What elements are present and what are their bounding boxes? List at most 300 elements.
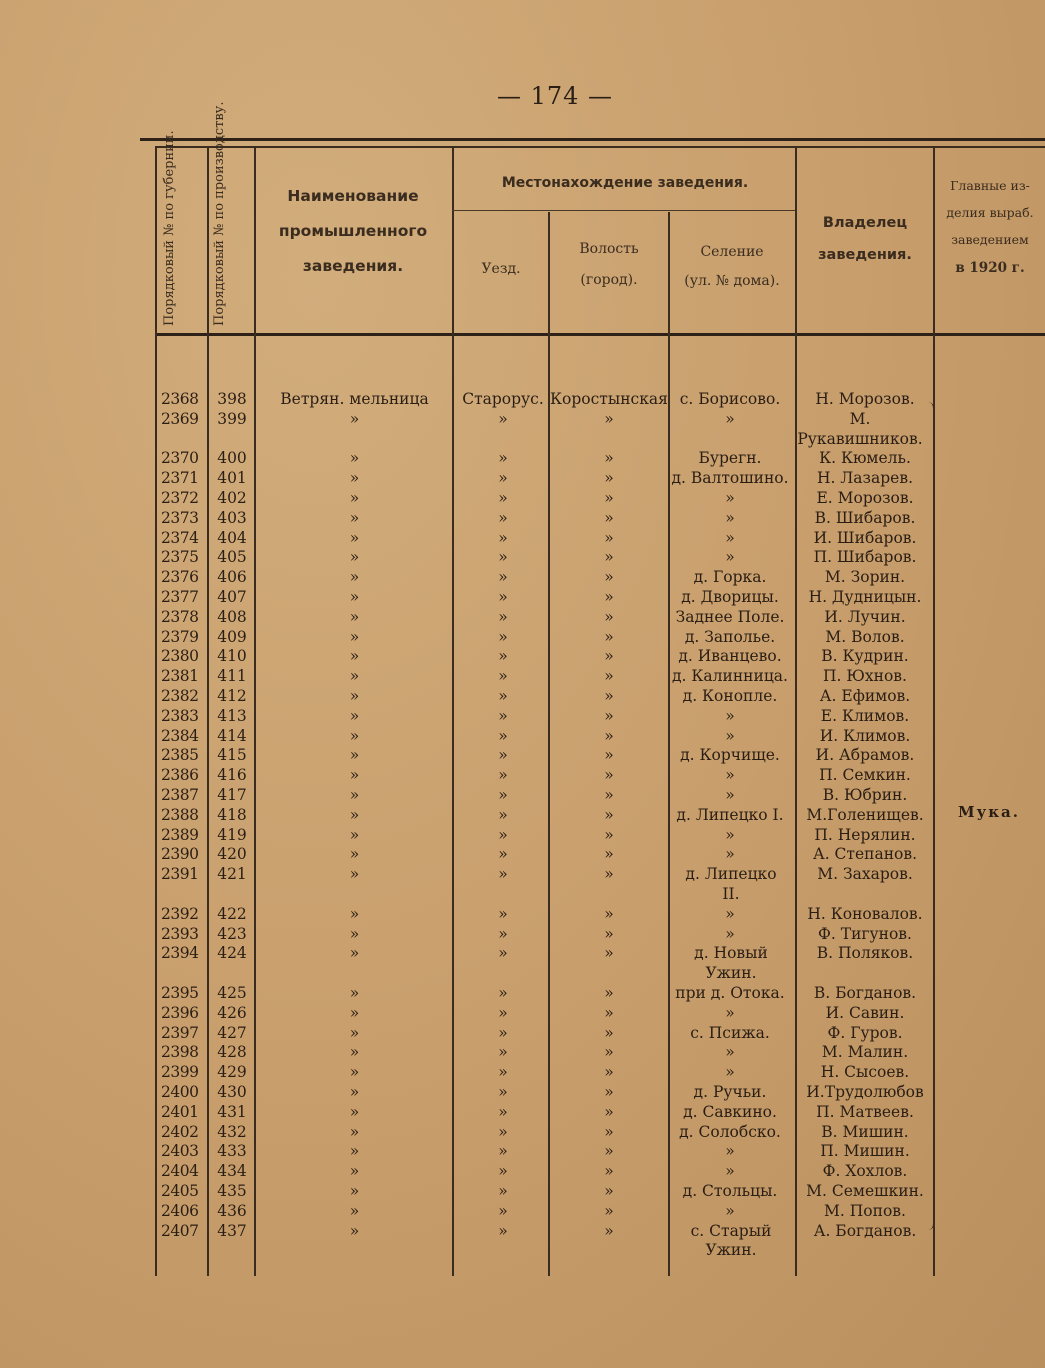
cell-uezd: » — [498, 766, 508, 785]
cell-name: » — [349, 1162, 360, 1181]
header-products-line: делия выраб. — [946, 204, 1034, 220]
cell-selo: Заднее Поле. — [675, 607, 785, 626]
cell-owner: П. Мишин. — [820, 1142, 910, 1161]
cell-name: » — [349, 528, 360, 547]
cell-name: » — [349, 904, 360, 923]
header-volost-line: Волость — [579, 241, 639, 257]
cell-owner: М. Волов. — [825, 627, 905, 646]
cell-name: » — [349, 865, 360, 884]
cell-volost: » — [604, 469, 614, 488]
cell-owner: М. Малин. — [821, 1043, 909, 1062]
cell-uezd: » — [498, 1003, 508, 1022]
col-line-3 — [452, 146, 454, 1276]
cell-uezd: » — [498, 904, 508, 923]
cell-owner: М. Зорин. — [824, 568, 906, 587]
cell-volost: » — [604, 786, 614, 804]
cell-uezd: » — [498, 508, 508, 527]
cell-selo: » — [725, 845, 735, 864]
cell-name: » — [349, 825, 360, 844]
cell-n1: 2405 — [161, 1182, 199, 1200]
cell-n2: 420 — [217, 845, 247, 864]
cell-n1: 2401 — [161, 1102, 199, 1121]
header-uezd: Уезд. — [481, 261, 521, 277]
cell-n2: 424 — [217, 944, 247, 963]
cell-n2: 427 — [217, 1023, 247, 1042]
header-selo — [670, 243, 794, 291]
cell-uezd: » — [498, 1023, 508, 1042]
cell-volost: » — [604, 1142, 614, 1161]
cell-volost: » — [604, 825, 614, 844]
cell-n1: 2375 — [161, 548, 199, 567]
cell-selo: » — [725, 528, 735, 547]
cell-owner: Н. Дудницын. — [808, 588, 922, 606]
cell-uezd: » — [498, 805, 508, 824]
cell-name: » — [349, 409, 360, 428]
cell-n2: 421 — [217, 865, 247, 884]
cell-selo: » — [725, 1063, 735, 1082]
cell-uezd: » — [498, 825, 508, 844]
cell-selo: » — [725, 548, 735, 567]
cell-uezd: » — [498, 726, 508, 745]
cell-name: » — [349, 766, 360, 785]
cell-selo: д. Дворицы. — [681, 588, 779, 606]
cell-name: » — [349, 845, 360, 864]
cell-owner: П. Нерялин. — [814, 825, 916, 844]
cell-uezd: » — [498, 1102, 508, 1121]
cell-name: » — [349, 1122, 360, 1141]
cell-volost: » — [604, 924, 614, 943]
cell-n2: 401 — [217, 469, 247, 488]
cell-owner: Ф. Хохлов. — [822, 1162, 908, 1181]
cell-owner: М. Семешкин. — [806, 1182, 924, 1200]
cell-volost: » — [604, 1063, 614, 1082]
cell-owner: Н. Сысоев. — [820, 1063, 910, 1082]
header-name-line: промышленного — [278, 221, 428, 240]
cell-n2: 412 — [217, 687, 247, 705]
cell-owner: М. Попов. — [824, 1201, 906, 1220]
cell-n2: 403 — [217, 508, 247, 527]
cell-volost: » — [604, 1003, 614, 1022]
cell-name: » — [349, 687, 360, 705]
header-products-line: Главные из- — [950, 178, 1030, 193]
cell-uezd: » — [498, 1142, 508, 1161]
cell-n2: 405 — [217, 548, 247, 567]
cell-uezd: » — [498, 746, 508, 765]
cell-owner: В. Поляков. — [816, 944, 914, 963]
cell-volost: » — [604, 548, 614, 567]
cell-n1: 2384 — [161, 726, 199, 745]
cell-n1: 2370 — [161, 449, 199, 468]
cell-volost: » — [604, 904, 614, 923]
cell-selo: с. Псижа. — [690, 1023, 770, 1042]
cell-owner: И. Абрамов. — [815, 746, 915, 765]
col-line-left — [155, 146, 157, 1276]
cell-name: » — [349, 489, 360, 507]
cell-n2: 407 — [217, 588, 247, 606]
cell-owner: П. Семкин. — [819, 766, 911, 785]
cell-n1: 2392 — [161, 904, 199, 923]
cell-n1: 2387 — [161, 786, 199, 804]
cell-name: » — [349, 805, 360, 824]
cell-n1: 2403 — [161, 1142, 199, 1161]
cell-selo: д. Солобско. — [679, 1122, 781, 1141]
cell-uezd: » — [498, 706, 508, 725]
cell-selo: д. Савкино. — [683, 1102, 777, 1121]
cell-volost: » — [604, 726, 614, 745]
cell-n2: 432 — [217, 1122, 247, 1141]
top-rule — [140, 138, 1045, 141]
cell-owner: Н. Коновалов. — [807, 904, 923, 923]
cell-name: » — [349, 1043, 360, 1062]
cell-n1: 2393 — [161, 924, 199, 943]
cell-uezd: » — [498, 548, 508, 567]
cell-n1: 2406 — [161, 1201, 199, 1220]
cell-volost: » — [604, 508, 614, 527]
cell-n1: 2400 — [161, 1083, 199, 1101]
cell-volost: » — [604, 1162, 614, 1181]
cell-selo: » — [725, 1043, 735, 1062]
header-location: Местонахождение заведения. — [501, 175, 749, 191]
cell-n1: 2388 — [161, 805, 199, 824]
cell-selo: д. Горка. — [693, 568, 767, 587]
cell-owner: Е. Климов. — [820, 706, 910, 725]
col-line-1 — [207, 146, 209, 1276]
cell-n2: 411 — [217, 667, 247, 686]
cell-n2: 419 — [217, 825, 247, 844]
cell-n2: 425 — [217, 984, 247, 1002]
cell-uezd: » — [498, 924, 508, 943]
cell-owner: В. Кудрин. — [821, 647, 909, 666]
cell-name: » — [349, 1201, 360, 1220]
cell-owner: П. Юхнов. — [823, 667, 907, 686]
cell-owner: М. Захаров. — [817, 865, 913, 884]
cell-owner: А. Богданов. — [813, 1221, 917, 1240]
cell-uezd: » — [498, 786, 508, 804]
cell-uezd: » — [498, 627, 508, 646]
cell-n2: 408 — [217, 607, 247, 626]
cell-uezd: » — [498, 528, 508, 547]
cell-n1: 2369 — [161, 409, 199, 428]
cell-name: » — [349, 1102, 360, 1121]
cell-volost: » — [604, 1083, 614, 1101]
cell-selo: » — [725, 1162, 735, 1181]
cell-selo: д. Липецко I. — [676, 805, 784, 824]
cell-n2: 422 — [217, 904, 247, 923]
cell-name: » — [349, 726, 360, 745]
cell-uezd: » — [498, 1162, 508, 1181]
cell-uezd: » — [498, 687, 508, 705]
cell-n2: 418 — [217, 805, 247, 824]
cell-selo: » — [725, 489, 735, 507]
cell-name: » — [349, 568, 360, 587]
cell-selo: » — [725, 726, 735, 745]
cell-owner: А. Степанов. — [812, 845, 918, 864]
header-owner-line: заведения. — [818, 246, 912, 263]
cell-volost: » — [604, 588, 614, 606]
cell-n2: 402 — [217, 489, 247, 507]
cell-n1: 2407 — [161, 1221, 199, 1240]
cell-name: » — [349, 1182, 360, 1200]
cell-volost: » — [604, 627, 614, 646]
cell-name: » — [349, 627, 360, 646]
cell-n2: 416 — [217, 766, 247, 785]
cell-name: » — [349, 449, 360, 468]
cell-n1: 2390 — [161, 845, 199, 864]
cell-volost: » — [604, 865, 614, 884]
cell-n2: 415 — [217, 746, 247, 765]
cell-owner: Н. Лазарев. — [817, 469, 913, 488]
cell-uezd: » — [498, 1063, 508, 1082]
cell-volost: » — [604, 1023, 614, 1042]
cell-n2: 426 — [217, 1003, 247, 1022]
cell-selo: д. Заполье. — [684, 627, 776, 646]
cell-selo: » — [725, 1142, 735, 1161]
header-selo-line: (ул. № дома). — [684, 272, 780, 289]
cell-volost: » — [604, 845, 614, 864]
cell-selo: д. Новый Ужин. — [694, 944, 768, 983]
cell-owner: М.Голенищев. — [806, 805, 924, 824]
cell-n1: 2386 — [161, 766, 199, 785]
header-rule — [155, 333, 1045, 336]
cell-n2: 428 — [217, 1043, 247, 1062]
cell-name: » — [349, 667, 360, 686]
header-name — [258, 186, 448, 277]
cell-volost: » — [604, 687, 614, 705]
header-owner-line: Владелец — [822, 215, 908, 231]
cell-selo: д. Липецко II. — [685, 865, 777, 903]
cell-name: » — [349, 1083, 360, 1101]
cell-name: » — [349, 647, 360, 666]
cell-uezd: » — [498, 667, 508, 686]
cell-volost: » — [604, 706, 614, 725]
cell-owner: Ф. Гуров. — [827, 1023, 903, 1042]
cell-volost: » — [604, 1043, 614, 1062]
cell-uezd: » — [498, 1122, 508, 1141]
cell-n2: 433 — [217, 1142, 247, 1161]
cell-owner: Ф. Тигунов. — [818, 924, 912, 943]
cell-volost: » — [604, 607, 614, 626]
cell-n1: 2380 — [161, 647, 199, 666]
cell-name: » — [349, 944, 360, 963]
cell-n1: 2404 — [161, 1162, 199, 1181]
cell-n1: 2376 — [161, 568, 199, 587]
cell-selo: с. Старый Ужин. — [690, 1221, 772, 1260]
header-products-line: заведением — [951, 231, 1029, 247]
cell-n1: 2394 — [161, 944, 199, 963]
cell-n1: 2379 — [161, 627, 199, 646]
cell-selo: » — [725, 409, 735, 428]
header-col1: Порядковый № по губернии. — [162, 130, 177, 326]
cell-n1: 2383 — [161, 706, 199, 725]
cell-n1: 2374 — [161, 528, 199, 547]
cell-selo: Бурегн. — [698, 449, 762, 468]
cell-volost: » — [604, 1102, 614, 1121]
cell-selo: » — [725, 825, 735, 844]
cell-volost: » — [604, 568, 614, 587]
header-selo-line: Селение — [700, 244, 764, 260]
cell-n2: 417 — [217, 786, 247, 804]
cell-n2: 435 — [217, 1182, 247, 1200]
cell-volost: » — [604, 805, 614, 824]
cell-n1: 2372 — [161, 489, 199, 507]
cell-selo: » — [725, 1201, 735, 1220]
cell-n1: 2397 — [161, 1023, 199, 1042]
product-value: Мука. — [958, 803, 1020, 821]
cell-uezd: » — [498, 607, 508, 626]
header-name-line: Наименование — [287, 187, 419, 205]
cell-selo: при д. Отока. — [675, 984, 785, 1002]
cell-owner: И. Савин. — [825, 1003, 905, 1022]
cell-name: » — [349, 706, 360, 725]
top-rule-thin — [155, 146, 1045, 148]
cell-selo: » — [725, 766, 735, 785]
cell-owner: М. Рукавишников. — [797, 409, 923, 448]
cell-n2: 398 — [217, 390, 247, 408]
cell-n2: 429 — [217, 1063, 247, 1082]
cell-volost: » — [604, 766, 614, 785]
cell-name: » — [349, 984, 360, 1002]
cell-name: » — [349, 1003, 360, 1022]
cell-uezd: » — [498, 469, 508, 488]
cell-uezd: » — [498, 568, 508, 587]
cell-n1: 2381 — [161, 667, 199, 686]
cell-name: » — [349, 746, 360, 765]
cell-uezd: » — [498, 588, 508, 606]
cell-volost: » — [604, 667, 614, 686]
cell-name: » — [349, 469, 360, 488]
cell-selo: д. Конопле. — [682, 687, 778, 705]
cell-volost: » — [604, 944, 614, 963]
cell-volost: » — [604, 1201, 614, 1220]
cell-n1: 2395 — [161, 984, 199, 1002]
products-bracket — [925, 402, 934, 1230]
cell-n1: 2396 — [161, 1003, 199, 1022]
cell-name: » — [349, 1023, 360, 1042]
cell-uezd: » — [498, 845, 508, 864]
cell-owner: В. Шибаров. — [814, 508, 916, 527]
cell-selo: д. Стольцы. — [682, 1182, 778, 1200]
cell-n2: 423 — [217, 924, 247, 943]
cell-n1: 2371 — [161, 469, 199, 488]
header-volost-line: (город). — [580, 271, 638, 288]
cell-volost: » — [604, 746, 614, 765]
cell-owner: Е. Морозов. — [816, 489, 914, 507]
cell-selo: д. Валтошино. — [671, 469, 789, 488]
cell-uezd: » — [498, 449, 508, 468]
header-col2: Порядковый № по производству. — [212, 101, 227, 326]
header-owner — [797, 214, 933, 265]
cell-selo: » — [725, 924, 735, 943]
cell-selo: д. Корчище. — [680, 746, 780, 765]
cell-name: » — [349, 548, 360, 567]
cell-n1: 2402 — [161, 1122, 199, 1141]
cell-name: » — [349, 508, 360, 527]
cell-owner: П. Матвеев. — [816, 1102, 914, 1121]
cell-uezd: » — [498, 1083, 508, 1101]
cell-n2: 414 — [217, 726, 247, 745]
cell-n2: 430 — [217, 1083, 247, 1101]
cell-uezd: » — [498, 1043, 508, 1062]
header-products-line: в 1920 г. — [955, 259, 1025, 276]
cell-owner: П. Шибаров. — [813, 548, 917, 567]
cell-owner: В. Юбрин. — [822, 786, 908, 804]
cell-uezd: » — [498, 409, 508, 428]
cell-name: Ветрян. мельница — [280, 390, 429, 408]
cell-owner: А. Ефимов. — [819, 687, 911, 705]
cell-uezd: » — [498, 647, 508, 666]
cell-owner: Н. Морозов. — [815, 390, 915, 408]
cell-n1: 2385 — [161, 746, 199, 765]
cell-uezd: Старорус. — [462, 390, 544, 408]
cell-n2: 404 — [217, 528, 247, 547]
cell-n1: 2389 — [161, 825, 199, 844]
cell-n2: 399 — [217, 409, 247, 428]
cell-volost: » — [604, 409, 614, 428]
cell-uezd: » — [498, 1201, 508, 1220]
cell-selo: д. Иванцево. — [678, 647, 782, 666]
cell-owner: В. Богданов. — [813, 984, 917, 1002]
cell-uezd: » — [498, 865, 508, 884]
cell-selo: д. Ручьи. — [693, 1083, 767, 1101]
cell-n1: 2373 — [161, 508, 199, 527]
cell-n1: 2378 — [161, 607, 199, 626]
cell-volost: » — [604, 528, 614, 547]
cell-n2: 434 — [217, 1162, 247, 1181]
cell-owner: И.Трудолюбов — [806, 1083, 924, 1101]
cell-name: » — [349, 1142, 360, 1161]
page-number: — 174 — — [496, 82, 614, 110]
header-products — [935, 178, 1045, 277]
cell-n2: 413 — [217, 706, 247, 725]
cell-n1: 2391 — [161, 865, 199, 884]
cell-uezd: » — [498, 1182, 508, 1200]
cell-selo: » — [725, 786, 735, 804]
cell-volost: » — [604, 1182, 614, 1200]
cell-n2: 410 — [217, 647, 247, 666]
cell-owner: И. Лучин. — [824, 607, 906, 626]
cell-selo: д. Калинница. — [672, 667, 788, 686]
cell-name: » — [349, 607, 360, 626]
cell-name: » — [349, 588, 360, 606]
cell-n1: 2382 — [161, 687, 199, 705]
cell-n1: 2377 — [161, 588, 199, 606]
cell-selo: » — [725, 706, 735, 725]
header-name-line: заведения. — [302, 256, 404, 275]
col-line-2 — [254, 146, 256, 1276]
cell-owner: И. Климов. — [819, 726, 911, 745]
cell-n1: 2368 — [161, 390, 199, 408]
cell-volost: » — [604, 489, 614, 507]
cell-name: » — [349, 1221, 360, 1240]
header-volost — [550, 240, 668, 290]
cell-volost: » — [604, 647, 614, 666]
cell-name: » — [349, 924, 360, 943]
cell-name: » — [349, 786, 360, 804]
cell-n1: 2398 — [161, 1043, 199, 1062]
cell-volost: » — [604, 449, 614, 468]
cell-owner: И. Шибаров. — [813, 528, 917, 547]
cell-n2: 431 — [217, 1102, 247, 1121]
cell-volost: » — [604, 984, 614, 1002]
cell-selo: » — [725, 904, 735, 923]
cell-uezd: » — [498, 944, 508, 963]
cell-selo: » — [725, 1003, 735, 1022]
cell-uezd: » — [498, 984, 508, 1002]
cell-volost: » — [604, 1122, 614, 1141]
cell-selo: » — [725, 508, 735, 527]
cell-owner: К. Кюмель. — [819, 449, 911, 468]
cell-n2: 406 — [217, 568, 247, 587]
